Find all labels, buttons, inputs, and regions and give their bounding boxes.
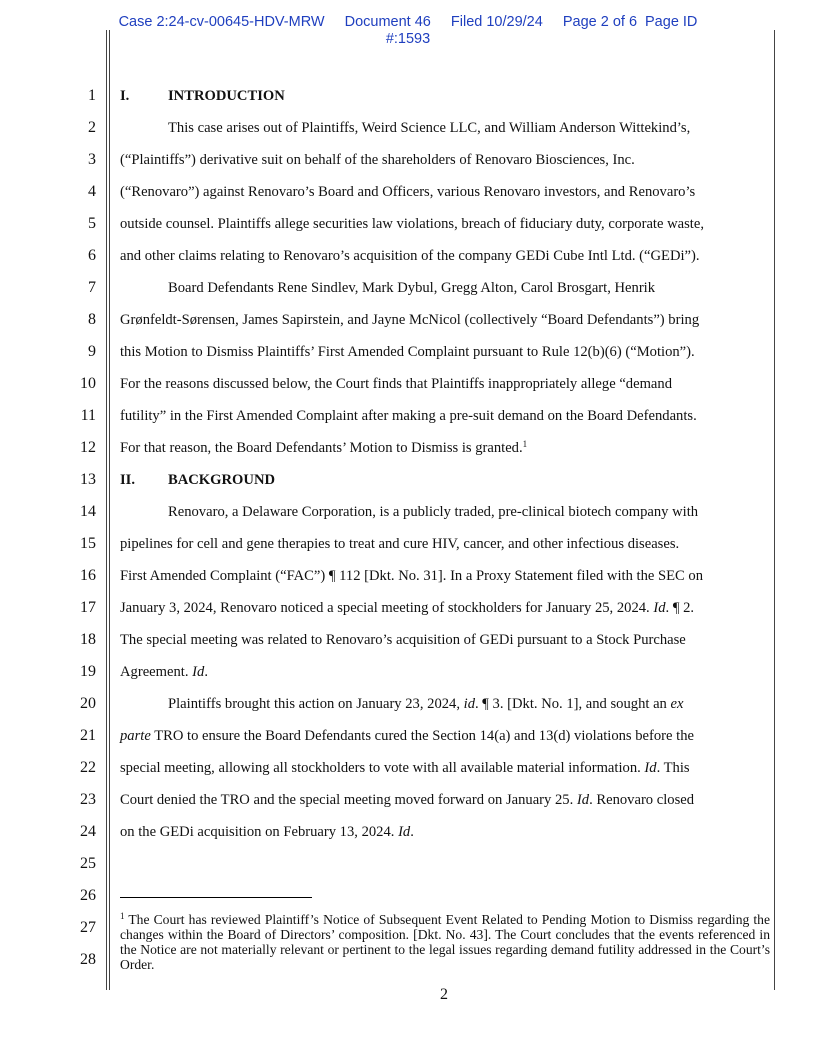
left-margin-rule-outer	[106, 30, 107, 990]
body-text: . Renovaro closed	[589, 792, 695, 808]
citation-id: Id	[644, 760, 657, 776]
body-line	[120, 696, 816, 713]
body-text: on the GEDi acquisition on February 13, 2024.	[120, 824, 399, 840]
citation-id: Id	[576, 792, 590, 808]
body-line	[120, 440, 770, 457]
line-number: 19	[80, 663, 96, 680]
line-number: 7	[88, 279, 96, 296]
body-text: . ¶ 3. [Dkt. No. 1], and sought an	[475, 696, 671, 712]
line-number: 2	[88, 119, 96, 136]
body-text: January 3, 2024, Renovaro noticed a special meeting of stockholders for January 25, 2024.	[120, 600, 654, 616]
page-id-label: Page ID	[645, 14, 698, 30]
body-text: Agreement.	[120, 664, 193, 680]
citation-id: Id	[653, 600, 666, 616]
body-line: this Motion to Dismiss Plaintiffs’ First Amended Complaint pursuant to Rule 12(b)(6) (“Motion”).	[120, 344, 695, 360]
body-text: For that reason, the Board Defendants’ Motion to Dismiss is granted.	[120, 440, 523, 456]
body-text: special meeting, allowing all stockholders to vote with all available material information.	[120, 760, 645, 776]
line-number: 26	[80, 887, 96, 904]
left-margin-rule-inner	[109, 30, 110, 990]
footnote-number: 1	[120, 911, 125, 921]
line-number: 15	[80, 535, 96, 552]
line-number: 13	[80, 471, 96, 488]
body-text: .	[410, 824, 414, 840]
page-of: Page 2 of 6	[562, 14, 638, 30]
body-text: TRO to ensure the Board Defendants cured the Section 14(a) and 13(d) violations before the	[150, 728, 694, 744]
body-text: . This	[656, 760, 690, 776]
heading-title: INTRODUCTION	[168, 88, 285, 104]
body-line	[120, 824, 770, 841]
heading-title: BACKGROUND	[168, 472, 276, 488]
heading-number: I.	[120, 88, 130, 104]
line-number: 11	[80, 407, 96, 424]
line-number: 14	[80, 503, 96, 520]
line-number: 6	[88, 247, 96, 264]
line-number: 3	[88, 151, 96, 168]
case-header	[0, 14, 816, 30]
body-line	[120, 728, 770, 745]
line-number: 20	[80, 695, 96, 712]
line-number: 17	[80, 599, 96, 616]
line-number: 25	[80, 855, 96, 872]
line-number: 10	[80, 375, 96, 392]
line-number: 27	[80, 919, 96, 936]
heading-number: II.	[120, 472, 136, 488]
line-number: 18	[80, 631, 96, 648]
body-line: Renovaro, a Delaware Corporation, is a publicly traded, pre-clinical biotech company with	[168, 504, 699, 520]
latin-term: ex	[670, 696, 684, 712]
page-number: 2	[440, 986, 448, 1003]
line-number: 12	[80, 439, 96, 456]
body-line: and other claims relating to Renovaro’s acquisition of the company GEDi Cube Intl Ltd. (“GEDi”).	[120, 248, 700, 264]
citation-id: Id	[398, 824, 411, 840]
body-line	[120, 760, 770, 777]
footnote-reference[interactable]: 1	[522, 439, 528, 449]
footnote-text: The Court has reviewed Plaintiff’s Notice of Subsequent Event Related to Pending Motion to Dismiss regarding the changes within the Board of Directors’ composition. [Dkt. No. 43]. The Court concludes that the events referenced in the Notice are not materially relevant or pertinent to the legal issues regarding demand futility addressed in the Court’s Order.	[120, 912, 770, 972]
body-text: Court denied the TRO and the special meeting moved forward on January 25.	[120, 792, 577, 808]
body-line	[120, 792, 770, 809]
body-line: (“Plaintiffs”) derivative suit on behalf of the shareholders of Renovaro Biosciences, Inc.	[120, 152, 635, 168]
body-line: futility” in the First Amended Complaint after making a pre-suit demand on the Board Defendants.	[120, 408, 697, 424]
latin-term: parte	[120, 728, 151, 744]
body-line	[120, 664, 770, 681]
line-number: 22	[80, 759, 96, 776]
body-line: The special meeting was related to Renovaro’s acquisition of GEDi pursuant to a Stock Purchase	[120, 632, 686, 648]
body-text: Plaintiffs brought this action on January 23, 2024,	[168, 696, 464, 712]
filed-date: Filed 10/29/24	[450, 14, 543, 30]
line-number: 24	[80, 823, 96, 840]
line-number: 1	[88, 87, 96, 104]
body-line	[120, 600, 770, 617]
footnote-separator	[120, 897, 312, 898]
body-text: .	[204, 664, 208, 680]
case-number: Case 2:24-cv-00645-HDV-MRW	[118, 14, 325, 30]
line-number: 28	[80, 951, 96, 968]
body-line: This case arises out of Plaintiffs, Weird Science LLC, and William Anderson Wittekind’s,	[168, 120, 691, 136]
footnote	[120, 912, 770, 972]
page-id-value: #:1593	[385, 31, 431, 47]
line-number: 21	[80, 727, 96, 744]
body-line: (“Renovaro”) against Renovaro’s Board and Officers, various Renovaro investors, and Renovaro’s	[120, 184, 696, 200]
line-number: 4	[88, 183, 96, 200]
body-text: . ¶ 2.	[665, 600, 695, 616]
citation-id: id	[463, 696, 475, 712]
body-line: pipelines for cell and gene therapies to treat and cure HIV, cancer, and other infectious diseases.	[120, 536, 680, 552]
line-number: 8	[88, 311, 96, 328]
body-line: First Amended Complaint (“FAC”) ¶ 112 [Dkt. No. 31]. In a Proxy Statement filed with the SEC on	[120, 568, 704, 584]
line-number: 5	[88, 215, 96, 232]
body-line: outside counsel. Plaintiffs allege securities law violations, breach of fiduciary duty, corporate waste,	[120, 216, 704, 232]
line-number: 23	[80, 791, 96, 808]
heading-introduction	[120, 88, 770, 105]
citation-id: Id	[192, 664, 205, 680]
body-line: For the reasons discussed below, the Court finds that Plaintiffs inappropriately allege “demand	[120, 376, 673, 392]
line-number: 9	[88, 343, 96, 360]
body-line: Grønfeldt-Sørensen, James Sapirstein, and Jayne McNicol (collectively “Board Defendants”) bring	[120, 312, 700, 328]
line-number: 16	[80, 567, 96, 584]
heading-background	[120, 472, 770, 489]
document-number: Document 46	[344, 14, 431, 30]
body-line: Board Defendants Rene Sindlev, Mark Dybul, Gregg Alton, Carol Brosgart, Henrik	[168, 280, 656, 296]
